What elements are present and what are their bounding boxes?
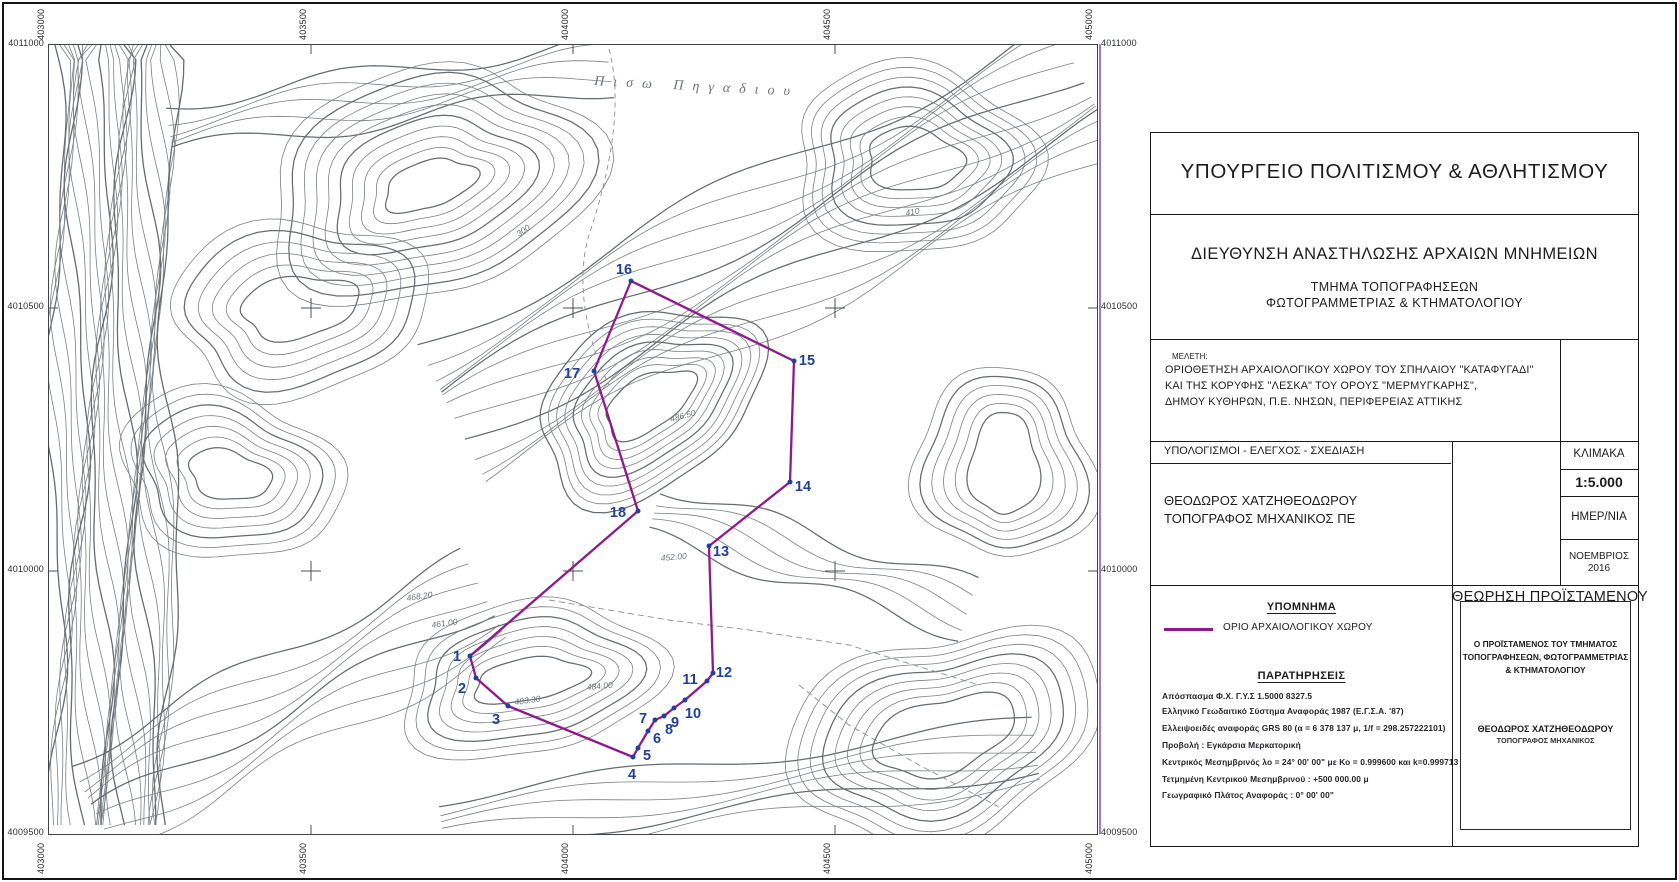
boundary-vertex-number: 3 [491, 712, 501, 728]
grid-coordinate-label: 4011000 [8, 38, 44, 48]
grid-coordinate-label: 403000 [36, 8, 46, 40]
study-label: ΜΕΛΕΤΗ: [1172, 352, 1208, 361]
boundary-vertex-dot [792, 359, 797, 364]
note-line: Τετμημένη Κεντρικού Μεσημβρινού : +500 000.00 μ [1162, 774, 1369, 784]
site-boundary-polygon [470, 281, 794, 757]
legend-row [1151, 622, 1452, 636]
grid-coordinate-label: 4009500 [1101, 827, 1138, 837]
tb-divider [1151, 463, 1451, 464]
boundary-vertex-number: 13 [712, 544, 730, 560]
study-line: ΔΗΜΟΥ ΚΥΘΗΡΩΝ, Π.Ε. ΝΗΣΩΝ, ΠΕΡΙΦΕΡΕΙΑΣ ΑΤΤΙΚΗΣ [1165, 396, 1463, 408]
boundary-vertex-number: 12 [715, 665, 733, 681]
grid-coordinate-label: 4011000 [1101, 38, 1137, 48]
calc-header: ΥΠΟΛΟΓΙΣΜΟΙ - ΕΛΕΓΧΟΣ - ΣΧΕΔΙΑΣΗ [1164, 445, 1365, 457]
approval-name: ΘΕΟΔΩΡΟΣ ΧΑΤΖΗΘΕΟΔΩΡΟΥ [1477, 724, 1614, 734]
approval-name-title: ΤΟΠΟΓΡΑΦΟΣ ΜΗΧΑΝΙΚΟΣ [1496, 736, 1595, 745]
boundary-vertex-number: 7 [638, 711, 648, 727]
grid-coordinate-label: 404000 [560, 8, 570, 40]
grid-coordinate-label: 4010500 [7, 301, 44, 311]
boundary-vertex-dot [592, 369, 597, 374]
approval-header: ΘΕΩΡΗΣΗ ΠΡΟΪΣΤΑΜΕΝΟΥ [1452, 589, 1648, 605]
boundary-vertex-dot [653, 718, 658, 723]
grid-coordinate-label: 4009500 [7, 827, 44, 837]
surveyor-name: ΘΕΟΔΩΡΟΣ ΧΑΤΖΗΘΕΟΔΩΡΟΥ [1164, 493, 1358, 508]
boundary-vertex-dot [506, 704, 511, 709]
grid-coordinate-label: 404500 [822, 8, 832, 40]
contour-elevation-label: 461.00 [430, 616, 459, 630]
boundary-vertex-dot [631, 755, 636, 760]
tb-divider [1452, 441, 1453, 846]
contour-elevation-label: 484.00 [586, 679, 614, 692]
boundary-vertex-number: 16 [615, 262, 633, 278]
tb-divider [1560, 339, 1561, 585]
legend-item-label: ΟΡΙΟ ΑΡΧΑΙΟΛΟΓΙΚΟΥ ΧΩΡΟΥ [1223, 622, 1373, 633]
tb-divider [1560, 469, 1638, 470]
study-line: ΚΑΙ ΤΗΣ ΚΟΡΥΦΗΣ "ΛΕΣΚΑ" ΤΟΥ ΟΡΟΥΣ "ΜΕΡΜΥΓΚΑΡΗΣ", [1165, 380, 1478, 392]
contour-elevation-label: 410 [904, 205, 921, 218]
map-right-neatline [1099, 44, 1101, 834]
boundary-vertex-number: 17 [563, 366, 581, 382]
tb-divider [1151, 214, 1638, 215]
note-line: Ελληνικό Γεωδαιτικό Σύστημα Αναφοράς 1987 (Ε.Γ.Σ.Α. '87) [1162, 706, 1404, 716]
contour-elevation-label: 300 [514, 222, 532, 239]
study-line: ΟΡΙΟΘΕΤΗΣΗ ΑΡΧΑΙΟΛΟΓΙΚΟΥ ΧΩΡΟΥ ΤΟΥ ΣΠΗΛΑΙΟΥ "ΚΑΤΑΦΥΓΑΔΙ" [1165, 364, 1534, 376]
boundary-vertex-number: 15 [798, 353, 816, 369]
note-line: Απόσπασμα Φ.Χ. Γ.Υ.Σ 1.5000 8327.5 [1162, 691, 1313, 701]
grid-coordinate-label: 405000 [1084, 8, 1094, 40]
contour-elevation-label: 452.00 [660, 550, 688, 563]
department-line1: ΤΜΗΜΑ ΤΟΠΟΓΡΑΦΗΣΕΩΝ [1310, 280, 1479, 294]
grid-coordinate-label: 405000 [1084, 842, 1094, 874]
boundary-vertex-dot [474, 676, 479, 681]
ministry-title: ΥΠΟΥΡΓΕΙΟ ΠΟΛΙΤΙΣΜΟΥ & ΑΘΛΗΤΙΣΜΟΥ [1180, 160, 1609, 183]
notes-title: ΠΑΡΑΤΗΡΗΣΕΙΣ [1257, 670, 1346, 682]
tb-divider [1151, 585, 1638, 586]
boundary-vertex-number: 5 [642, 748, 652, 764]
grid-coordinate-label: 403500 [298, 842, 308, 874]
approval-role-line: ΤΟΠΟΓΡΑΦΗΣΕΩΝ, ΦΩΤΟΓΡΑΜΜΕΤΡΙΑΣ [1462, 652, 1629, 662]
tb-divider [1560, 496, 1638, 497]
boundary-vertex-dot [636, 746, 641, 751]
grid-coordinate-label: 403000 [36, 842, 46, 874]
note-line: Κεντρικός Μεσημβρινός λο = 24° 00' 00" με Κο = 0.999600 και k=0.999713 [1162, 757, 1459, 767]
note-line: Γεωγραφικό Πλάτος Αναφοράς : 0° 00' 00" [1162, 790, 1334, 800]
boundary-vertex-dot [711, 671, 716, 676]
scale-label: ΚΛΙΜΑΚΑ [1573, 448, 1625, 460]
approval-role [1461, 638, 1630, 677]
date-value-month: ΝΟΕΜΒΡΙΟΣ [1568, 551, 1630, 562]
boundary-vertex-number: 10 [684, 706, 702, 722]
boundary-vertex-dot [662, 714, 667, 719]
boundary-vertex-number: 4 [627, 767, 637, 783]
grid-coordinate-label: 4010000 [1101, 564, 1138, 574]
boundary-vertex-dot [646, 729, 651, 734]
boundary-vertex-number: 8 [664, 722, 674, 738]
tb-divider [1560, 539, 1638, 540]
contour-elevation-label: 486.50 [668, 407, 697, 424]
boundary-vertex-dot [468, 654, 473, 659]
contour-elevation-label: 468.20 [405, 589, 434, 603]
legend-title: ΥΠΟΜΝΗΜΑ [1266, 601, 1337, 613]
contour-elevation-label: 483.30 [513, 693, 542, 707]
department-line2: ΦΩΤΟΓΡΑΜΜΕΤΡΙΑΣ & ΚΤΗΜΑΤΟΛΟΓΙΟΥ [1266, 296, 1523, 310]
date-label: ΗΜΕΡ/ΝΙΑ [1571, 511, 1627, 523]
tb-divider [1151, 441, 1638, 442]
boundary-vertex-number: 2 [457, 681, 467, 697]
boundary-vertex-dot [707, 544, 712, 549]
approval-role-line: Ο ΠΡΟΪΣΤΑΜΕΝΟΣ ΤΟΥ ΤΜΗΜΑΤΟΣ [1473, 639, 1618, 649]
map-canvas [49, 45, 1097, 834]
boundary-vertex-number: 11 [682, 672, 698, 688]
boundary-vertex-dot [629, 279, 634, 284]
title-block [1150, 132, 1648, 847]
boundary-vertex-number: 6 [652, 731, 662, 747]
note-line: Προβολή : Εγκάρσια Μερκατορική [1162, 740, 1301, 750]
boundary-vertex-dot [683, 698, 688, 703]
approval-signature-box [1460, 601, 1631, 830]
note-line: Ελλειψοειδές αναφοράς GRS 80 (α = 6 378 137 μ, 1/f = 298.257222101) [1162, 723, 1446, 733]
grid-coordinate-label: 4010000 [7, 564, 44, 574]
boundary-vertex-dot [672, 706, 677, 711]
directorate-title: ΔΙΕΥΘΥΝΣΗ ΑΝΑΣΤΗΛΩΣΗΣ ΑΡΧΑΙΩΝ ΜΝΗΜΕΙΩΝ [1191, 245, 1598, 263]
boundary-line-swatch [1164, 628, 1213, 631]
scale-value: 1:5.000 [1575, 474, 1623, 490]
date-value-year: 2016 [1587, 563, 1611, 574]
boundary-vertex-number: 1 [452, 649, 462, 665]
boundary-vertex-dot [788, 480, 793, 485]
grid-coordinate-label: 404500 [822, 842, 832, 874]
grid-coordinate-label: 403500 [298, 8, 308, 40]
grid-coordinate-label: 4010500 [1101, 301, 1138, 311]
boundary-vertex-dot [705, 679, 710, 684]
approval-role-line: & ΚΤΗΜΑΤΟΛΟΓΙΟΥ [1505, 665, 1586, 675]
grid-coordinate-label: 404000 [560, 842, 570, 874]
boundary-vertex-number: 14 [794, 479, 812, 495]
surveyor-title: ΤΟΠΟΓΡΑΦΟΣ ΜΗΧΑΝΙΚΟΣ ΠΕ [1164, 511, 1356, 526]
tb-divider [1151, 339, 1638, 340]
boundary-vertex-number: 18 [609, 505, 627, 521]
boundary-vertex-dot [636, 509, 641, 514]
toponym-label: Πισω Πηγαδιου [593, 74, 800, 100]
boundary-vertex-number: 9 [670, 715, 680, 731]
topographic-map [48, 44, 1098, 835]
